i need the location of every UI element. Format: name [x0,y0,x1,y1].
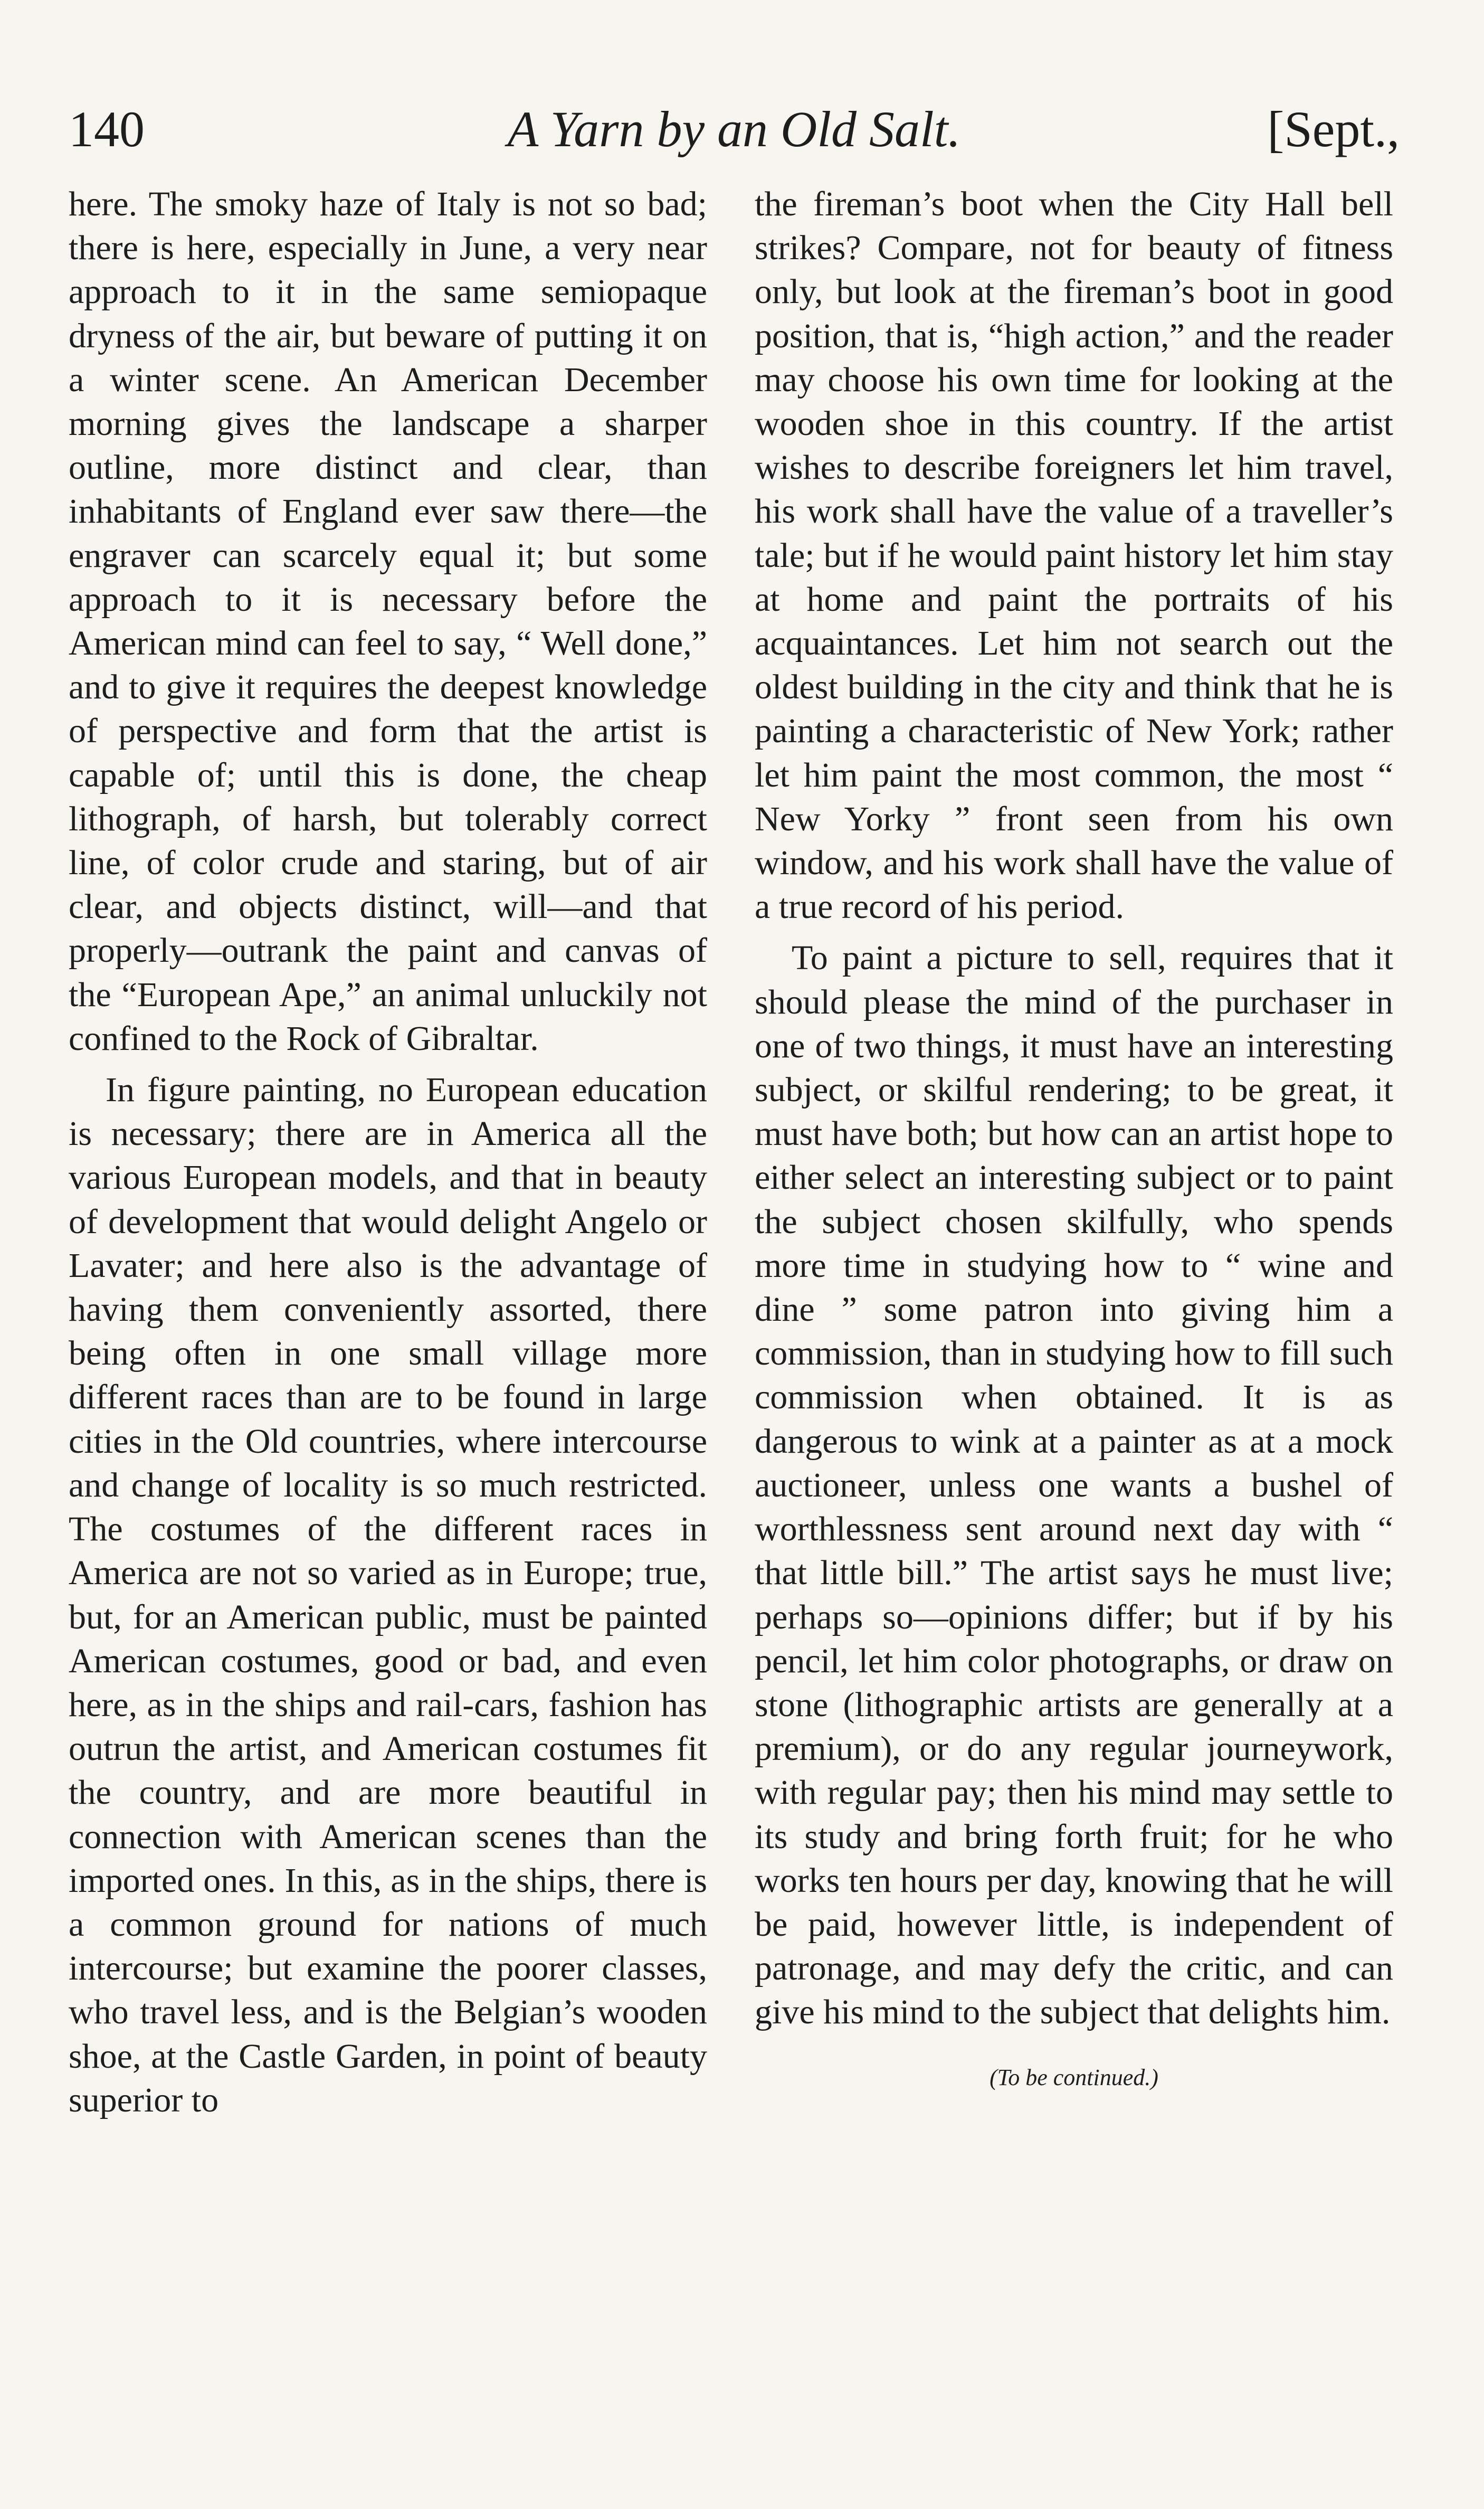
running-header [69,92,1400,166]
page-number: 140 [69,101,145,157]
paragraph: here. The smoky haze of Italy is not so bad; there is here, especially in June, a very near approach to it in the same semiopaque dryness of the air, but beware of putting it on a winter scene. An American December morning gives the landscape a sharper outline, more distinct and clear, than inhabitants of England ever saw there—the engraver can scarcely equal it; but some approach to it is necessary before the American mind can feel to say, “ Well done,” and to give it requires the deepest knowledge of perspective and form that the artist is capable of; until this is done, the cheap lithograph, of harsh, but tolerably correct line, of color crude and staring, but of air clear, and objects distinct, will—and that properly—outrank the paint and canvas of the “European Ape,” an animal unluckily not confined to the Rock of Gibraltar. [69,185,707,1058]
right-column [755,182,1393,2389]
paragraph: In figure painting, no European education is necessary; there are in America all the various European models, and that in beauty of development that would delight Angelo or Lavater; and here also is the advantage of having them conveniently assorted, there being often in one small village more different races than are to be found in large cities in the Old countries, where intercourse and change of locality is so much restricted. The costumes of the different races in America are not so varied as in Europe; true, but, for an American public, must be painted American costumes, good or bad, and even here, as in the ships and rail-cars, fashion has outrun the artist, and American costumes fit the country, and are more beautiful in connection with American scenes than the imported ones. In this, as in the ships, there is a common ground for nations of much intercourse; but examine the poorer classes, who travel less, and is the Belgian’s wooden shoe, at the Castle Garden, in point of beauty superior to [69,1071,707,2119]
paragraph: To paint a picture to sell, requires that it should please the mind of the purchaser in one of two things, it must have an interesting subject, or skilful rendering; to be great, it must have both; but how can an artist hope to either select an interesting subject or to paint the subject chosen skilfully, who spends more time in studying how to “ wine and dine ” some patron into giving him a commission, than in studying how to fill such commission when obtained. It is as dangerous to wink at a painter as at a mock auctioneer, unless one wants a bushel of worthlessness sent around next day with “ that little bill.” The artist says he must live; perhaps so—opinions differ; but if by his pencil, let him color photographs, or draw on stone (lithographic artists are generally at a premium), or do any regular journeywork, with regular pay; then his mind may settle to its study and bring forth fruit; for he who works ten hours per day, knowing that he will be paid, however little, is independent of patronage, and may defy the critic, and can give his mind to the subject that delights him. [755,939,1393,2032]
running-title: A Yarn by an Old Salt. [507,101,961,157]
left-column [69,182,707,2389]
issue-month: [Sept., [1267,101,1400,157]
continued-note: (To be continued.) [990,2064,1158,2090]
text-columns [69,182,1393,2389]
paragraph: the fireman’s boot when the City Hall bell strikes? Compare, not for beauty of fitness only, but look at the fireman’s boot in good position, that is, “high action,” and the reader may choose his own time for looking at the wooden shoe in this country. If the artist wishes to describe foreigners let him travel, his work shall have the value of a traveller’s tale; but if he would paint history let him stay at home and paint the portraits of his acquaintances. Let him not search out the oldest building in the city and think that he is painting a characteristic of New York; rather let him paint the most common, the most “ New Yorky ” front seen from his own window, and his work shall have the value of a true record of his period. [755,185,1393,926]
